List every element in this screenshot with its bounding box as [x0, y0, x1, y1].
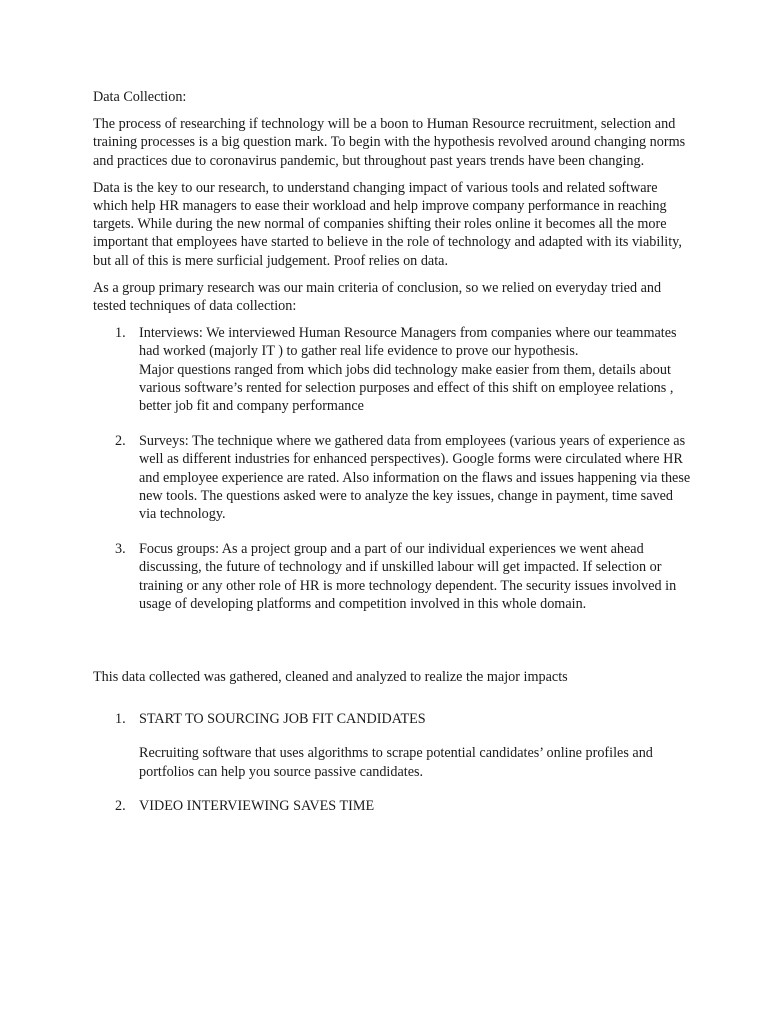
document-body — [93, 88, 693, 815]
paragraph-primary-research: As a group primary research was our main criteria of conclusion, so we relied on everyday tried and tested techniques of data collection: — [93, 279, 662, 315]
list-item — [93, 432, 693, 523]
method-surveys-text: Surveys: The technique where we gathered data from employees (various years of experience as well as different industries for enhanced perspectives). Google forms were circulated where HR and employee experience are rated. Also information on the flaws and issues happening via these new tools. The questions asked were to analyze the key issues, change in payment, time saved via technology. — [139, 433, 691, 523]
impact-description: Recruiting software that uses algorithms to scrape potential candidates’ online profiles and portfolios can help you source passive candidates. — [139, 745, 653, 780]
impacts-intro: This data collected was gathered, cleaned and analyzed to realize the major impacts — [93, 669, 568, 686]
list-item — [93, 324, 693, 415]
impacts-list — [93, 710, 693, 728]
impact-title: START TO SOURCING JOB FIT CANDIDATES — [139, 711, 426, 728]
list-number: 1. — [115, 711, 126, 728]
list-number: 2. — [115, 797, 126, 814]
data-collection-methods-list — [93, 324, 693, 613]
section-heading: Data Collection: — [93, 89, 187, 105]
method-interviews-text: Interviews: We interviewed Human Resource Managers from companies where our teammates had worked (majorly IT ) to gather real life evidence to prove our hypothesis. — [139, 325, 677, 360]
impact-title: VIDEO INTERVIEWING SAVES TIME — [139, 797, 375, 814]
list-item — [93, 797, 693, 815]
list-number: 2. — [115, 433, 126, 450]
paragraph-intro: The process of researching if technology will be a boon to Human Resource recruitment, selection and training processes is a big question mark. To begin with the hypothesis revolved around changing norms and practices due to coronavirus pandemic, but throughout past years trends have been changing. — [93, 116, 686, 169]
method-interviews-extra: Major questions ranged from which jobs did technology make easier from them, details about various software’s rented for selection purposes and effect of this shift on employee relations , better job fit and company performance — [139, 361, 674, 415]
list-item — [93, 540, 693, 613]
impacts-list-continued — [93, 797, 693, 815]
paragraph-data-key: Data is the key to our research, to understand changing impact of various tools and related software which help HR managers to ease their workload and help improve company performance in reaching targets. While during the new normal of companies shifting their roles online it becomes all the more important that employees have started to believe in the role of technology and adapted with its viability, but all of this is mere surficial judgement. Proof relies on data. — [93, 179, 682, 269]
list-item — [93, 710, 693, 728]
list-number: 3. — [115, 541, 126, 558]
list-number: 1. — [115, 325, 126, 342]
method-focus-groups-text: Focus groups: As a project group and a part of our individual experiences we went ahead discussing, the future of technology and if unskilled labour will get impacted. If selection or training or any other role of HR is more technology dependent. The security issues involved in usage of developing platforms and competition involved in this whole domain. — [139, 541, 677, 612]
